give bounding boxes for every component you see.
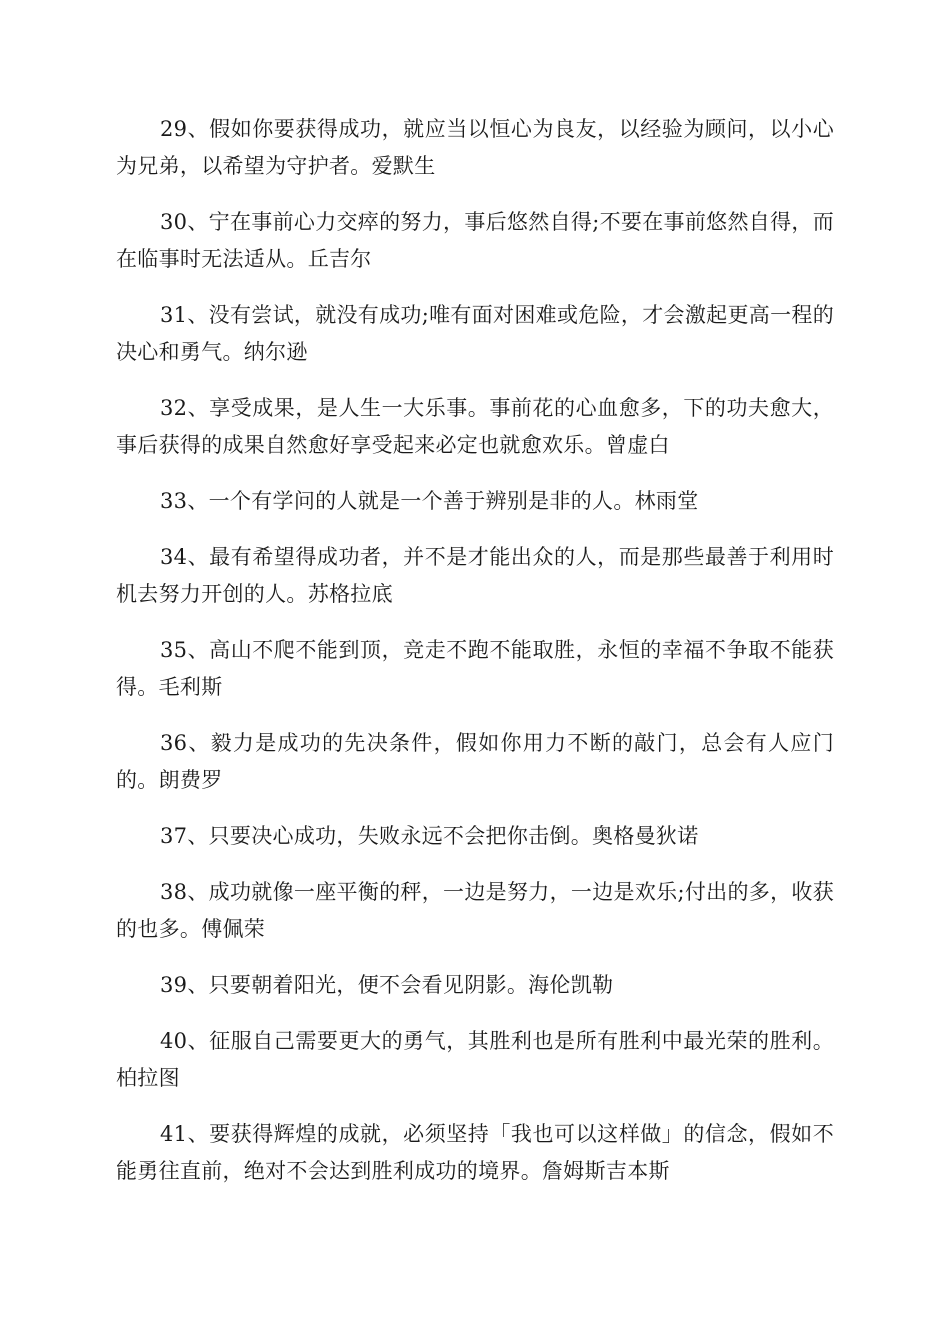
quote-paragraph: 31、没有尝试，就没有成功;唯有面对困难或危险，才会激起更高一程的决心和勇气。纳尔逊 [116, 303, 834, 364]
quote-paragraph: 37、只要决心成功，失败永远不会把你击倒。奥格曼狄诺 [160, 824, 699, 848]
quote-paragraph: 36、毅力是成功的先决条件，假如你用力不断的敲门，总会有人应门的。朗费罗 [116, 731, 834, 792]
quote-paragraph: 41、要获得辉煌的成就，必须坚持「我也可以这样做」的信念，假如不能勇往直前，绝对不会达到胜利成功的境界。詹姆斯吉本斯 [116, 1122, 834, 1183]
quote-paragraph: 40、征服自己需要更大的勇气，其胜利也是所有胜利中最光荣的胜利。柏拉图 [116, 1029, 834, 1090]
quote-paragraph: 38、成功就像一座平衡的秤，一边是努力，一边是欢乐;付出的多，收获的也多。傅佩荣 [116, 880, 834, 941]
quote-paragraph: 39、只要朝着阳光，便不会看见阴影。海伦凯勒 [160, 973, 614, 997]
quote-paragraph: 35、高山不爬不能到顶，竞走不跑不能取胜，永恒的幸福不争取不能获得。毛利斯 [116, 638, 834, 699]
quote-paragraph: 29、假如你要获得成功，就应当以恒心为良友，以经验为顾问，以小心为兄弟，以希望为守护者。爱默生 [116, 117, 834, 178]
quote-paragraph: 30、宁在事前心力交瘁的努力，事后悠然自得;不要在事前悠然自得，而在临事时无法适从。丘吉尔 [116, 210, 834, 271]
quote-paragraph: 32、享受成果，是人生一大乐事。事前花的心血愈多，下的功夫愈大，事后获得的成果自然愈好享受起来必定也就愈欢乐。曾虚白 [116, 396, 834, 457]
quote-list [116, 111, 834, 1209]
quote-paragraph: 34、最有希望得成功者，并不是才能出众的人，而是那些最善于利用时机去努力开创的人。苏格拉底 [116, 545, 834, 606]
quote-paragraph: 33、一个有学问的人就是一个善于辨别是非的人。林雨堂 [160, 489, 699, 513]
